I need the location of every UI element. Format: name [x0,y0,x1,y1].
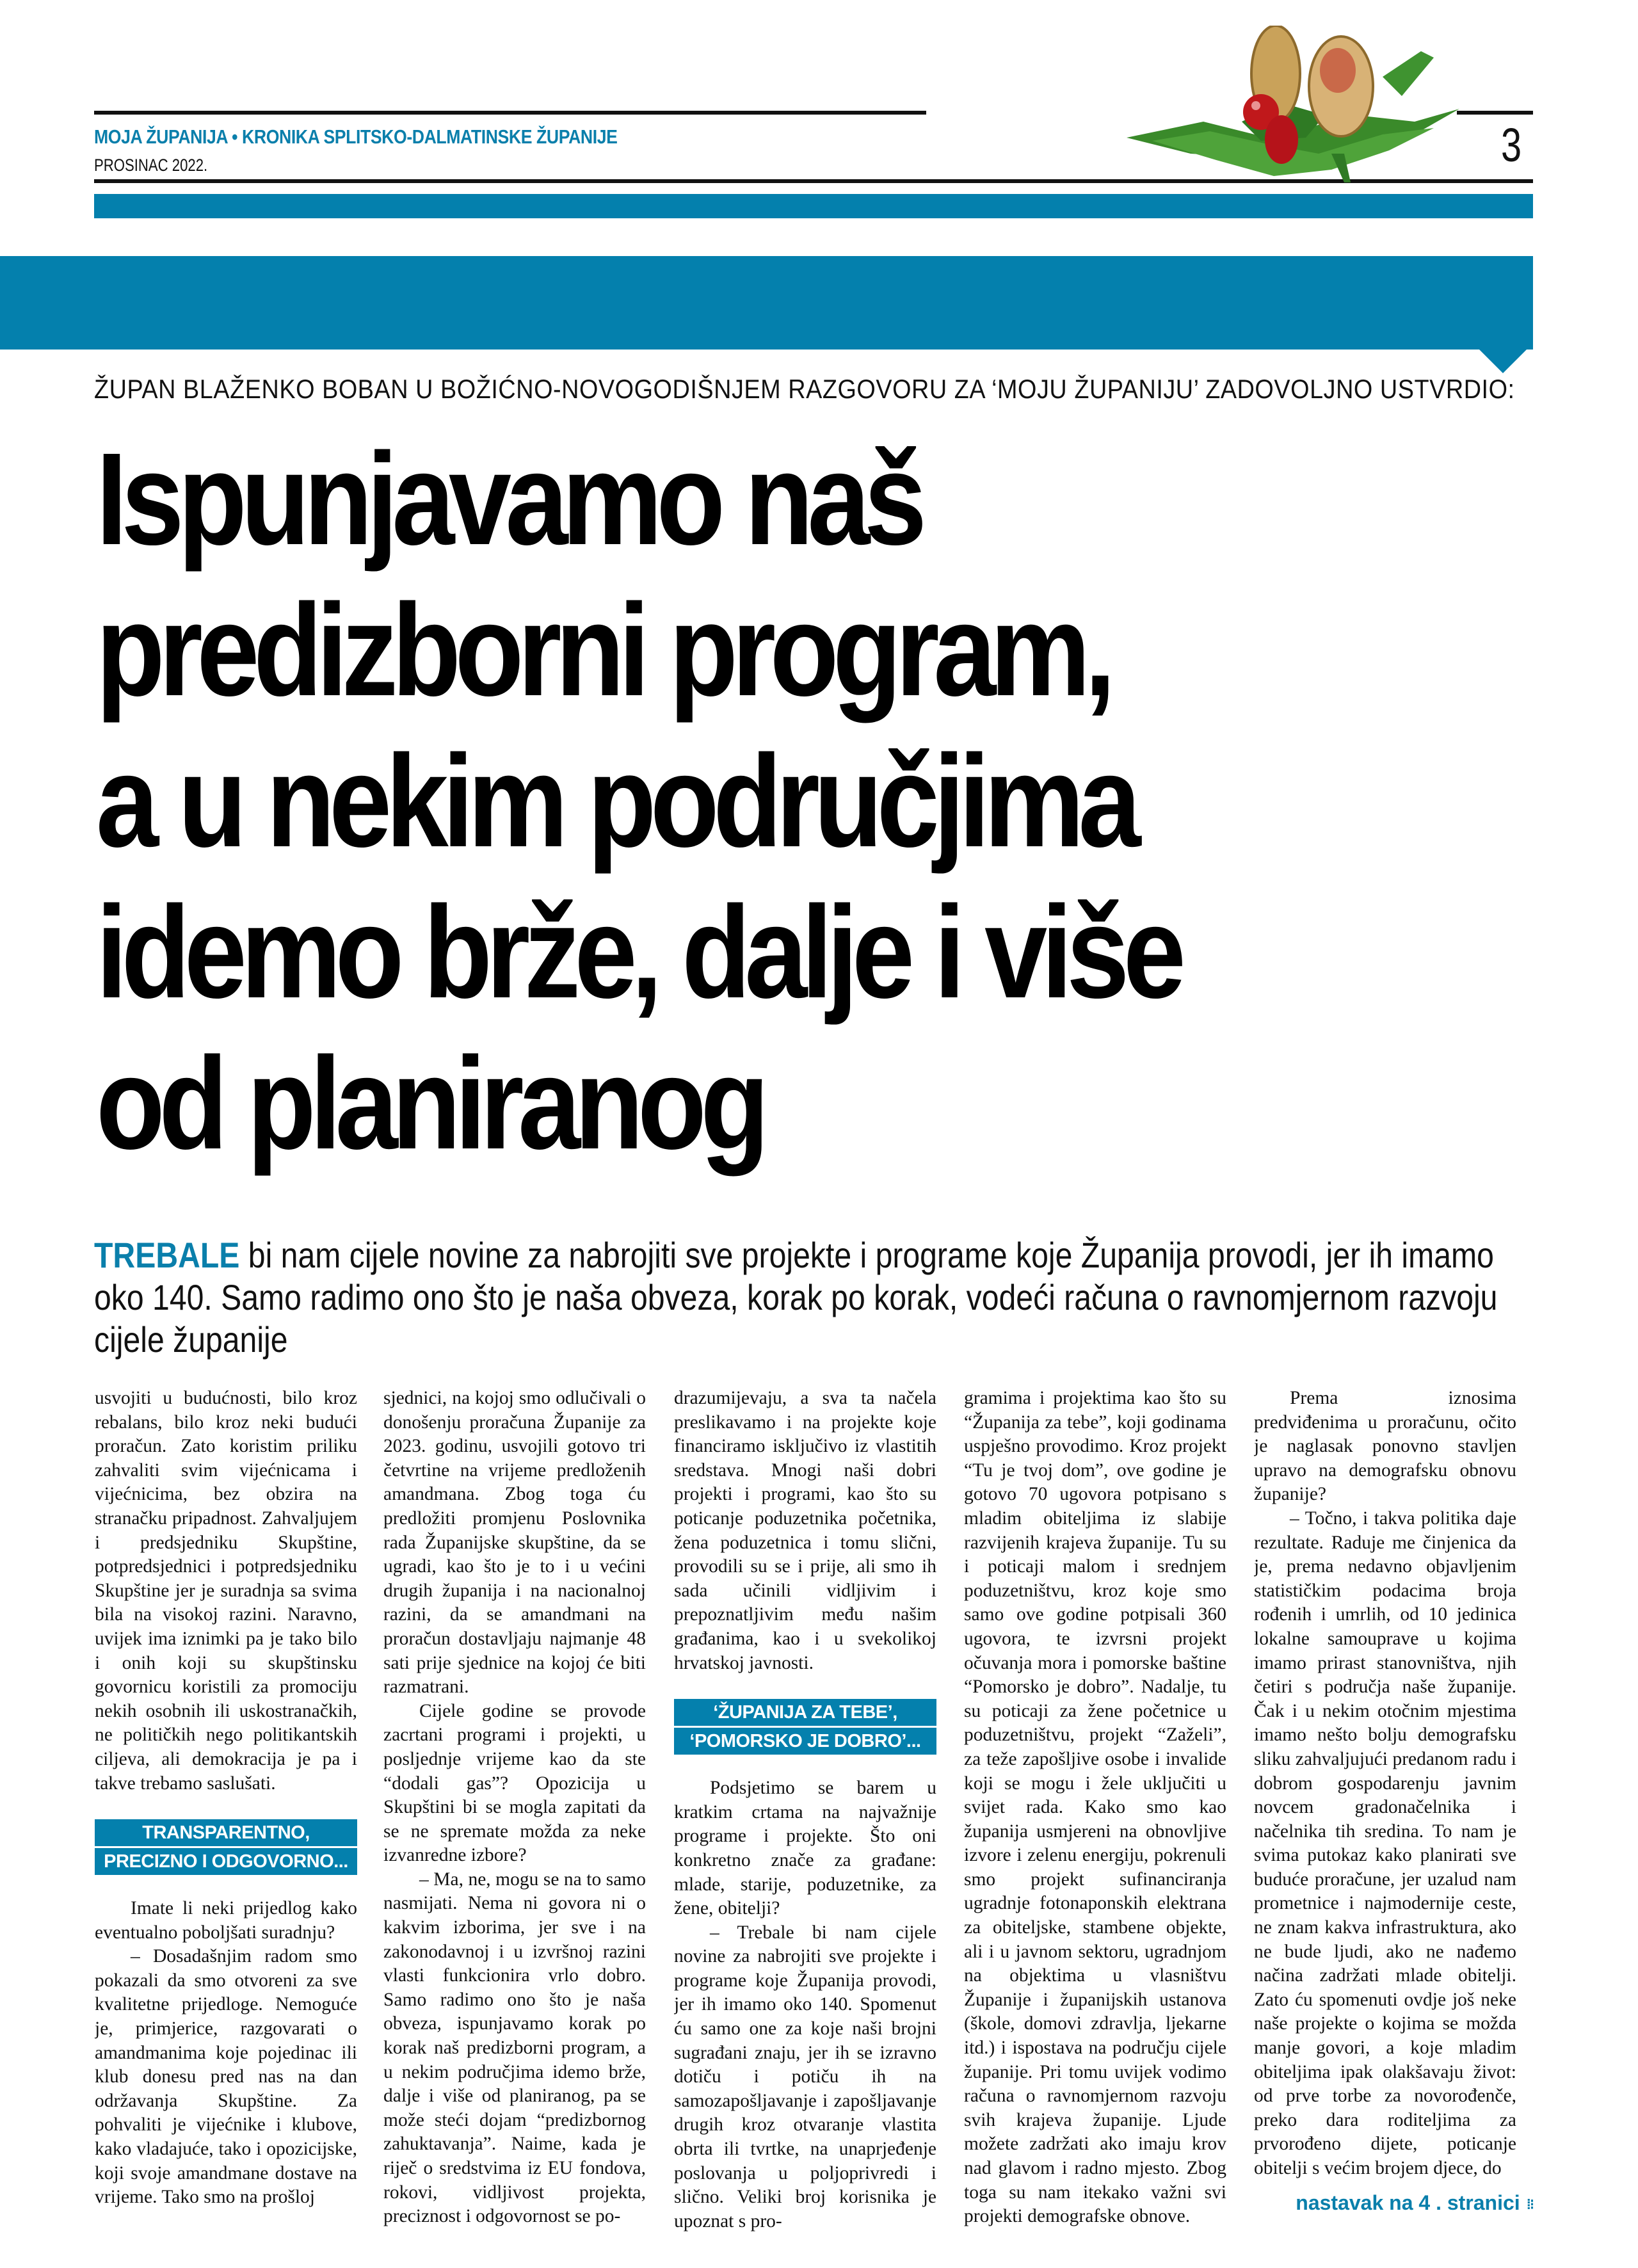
headline-line: idemo brže, dalje i više [96,879,1180,1025]
continued-on-page-link[interactable] [1255,2189,1533,2217]
christmas-ornament-icon [1114,26,1472,186]
body-paragraph: Prema iznosima predviđenima u proračunu, očito je naglasak ponovno stavljen upravo na demografsku obnovu županije? [1254,1388,1516,1505]
subheading-line: ‘POMORSKO JE DOBRO’... [674,1728,936,1755]
issue-date: PROSINAC 2022. [94,156,208,175]
page-number: 3 [1501,118,1522,172]
article-column [964,1387,1226,2244]
article-column [674,1387,936,2244]
body-paragraph: Cijele godine se provode zacrtani programi i projekti, u posljednje vrijeme kao da ste “dodali gas”? Opozicija u Skupštini bi se mogla zapitati da se ne spremate možda za neke izvanredne izbore? [383,1700,646,1866]
body-paragraph: – Trebale bi nam cijele novine za nabrojiti sve projekte i programe koje Županija provodi, jer ih imamo oko 140. Spomenut ću samo one za koje naši brojni sugrađani znaju, jer ih se izravno dotiču i potiču ih na samozapošljavanje i zapošljavanje drugih kroz otvaranje vlastita obrta ili tvrtke, na unaprjeđenje poslovanja u poljoprivredi i slično. Veliki broj korisnika je upoznat s pro- [674,1922,936,2232]
body-paragraph: – Ma, ne, mogu se na to samo nasmijati. Nema ni govora ni o kakvim izborima, jer sve i na zakonodavnoj i u izvršnoj razini vlasti funkcionira vrlo dobro. Samo radimo ono što je naša obveza, ispunjavamo korak po korak naš predizborni program, a u nekim područjima idemo brže, dalje i više od planiranog, pa se može steći dojam “predizbornog zahuktavanja”. Naime, kada je riječ o sredstvima iz EU fondova, rokovi, vidljivost projekta, preciznost i odgovornost se po- [383,1869,646,2227]
article-column [1254,1387,1516,2181]
body-paragraph: – Točno, i takva politika daje rezultate. Raduje me činjenica da je, prema nedavno objavljenim statističkim podacima broja rođenih i umrlih, od 10 jedinica lokalne samouprave u kojima imamo prirast stanovništva, njih četiri s područja naše županije. Čak i u nekim otočnim mjestima imamo nešto bolju demografsku sliku zahvaljujući predanom radu i dobrom gospodarenju javnim novcem gradonačelnika i načelnika tih sredina. To nam je svima putokaz kako planirati sve buduće proračune, jer uzalud nam prometnice i najmodernije ceste, ne znam kakva infrastruktura, ako ne bude ljudi, ako ne nađemo načina zadržati mlade obitelji. Zato ću spomenuti ovdje još neke naše projekte o kojima se možda manje govori, a koje mladim obiteljima ipak olakšavaju život: od prve torbe za novorođenče, preko dara roditeljima za prvorođeno dijete, poticanje obitelji s većim brojem djece, do [1254,1508,1516,2178]
body-paragraph: Imate li neki prijedlog kako eventualno poboljšati suradnju? [95,1898,357,1943]
headline-line: Ispunjavamo naš [96,426,921,572]
continue-arrow-icon: ⁞⁝ [1526,2196,1533,2212]
red-bauble-bottom [1265,115,1298,164]
masthead-top-rule-left [94,111,926,115]
article-lead [94,1234,1534,1362]
headline-line: od planiranog [96,1030,764,1177]
publication-title: MOJA ŽUPANIJA • KRONIKA SPLITSKO-DALMATINSKE ŽUPANIJE [94,125,618,148]
body-paragraph: Podsjetimo se barem u kratkim crtama na najvažnije programe i projekte. Što oni konkretno znače za građane: mlade, starije, poduzetnike, za žene, obitelji? [674,1778,936,1919]
continued-label: nastavak na 4 . stranici [1296,2191,1520,2214]
band-pointer-triangle [1479,349,1527,373]
header-band [0,256,1533,350]
article-column [95,1387,357,2244]
subheading-line: PRECIZNO I ODGOVORNO... [95,1848,357,1875]
body-paragraph: – Dosadašnjim radom smo pokazali da smo otvoreni za sve kvalitetne prijedloge. Nemoguće je, primjerice, razgovarati o amandmanima koje pojedinac ili klub donesu pred nas na dan održavanja Skupštine. Za pohvaliti je vijećnike i klubove, kako vladajuće, tako i opozicijske, koji svoje amandmane dostave na vrijeme. Tako smo na prošloj [95,1946,357,2208]
lead-kicker: TREBALE [94,1235,240,1275]
subheading-line: TRANSPARENTNO, [95,1819,357,1846]
header-accent-bar [94,194,1533,218]
headline-line: predizborni program, [96,577,1110,723]
body-paragraph: gramima i projektima kao što su “Županija za tebe”, koji godinama uspješno provodimo. Kroz projekt “Tu je tvoj dom”, ove godine je gotovo 70 ugovora potpisano s mladim obiteljima iz slabije razvijenih krajeva županije. Tu su i poticaji malom i srednjem poduzetništvu, kroz koje smo samo ove godine potpisali 360 ugovora, te izvrsni projekt očuvanja mora i pomorske baštine “Pomorsko je dobro”. Nadalje, tu su poticaji za žene početnice u poduzetništvu, projekt “Zaželi”, za teže zapošljive osobe i invalide koji se mogu i žele uključiti u svijet rada. Kako smo kao županija usmjereni na obnovljive izvore i zelenu energiju, pokrenuli smo projekt sufinanciranja ugradnje fotonaponskih elektrana za obiteljske, stambene objekte, ali i u javnom sektoru, ugradnjom na objektima u vlasništvu Županije i županijskih ustanova (škole, domovi zdravlja, ljekarne itd.) i ispostava na području cijele županije. Pri tomu uvijek vodimo računa o ravnomjernom razvoju svih krajeva županije. Ljude možete zadržati ako imaju krov nad glavom i radno mjesto. Zbog toga su nam itekako važni svi projekti demografske obnove. [964,1388,1226,2227]
article-column [383,1387,646,2244]
lead-text: bi nam cijele novine za nabrojiti sve projekte i programe koje Županija provodi, jer ih imamo oko 140. Samo radimo ono što je naša obveza, korak po korak, vodeći računa o ravnomjernom razvoju cijele županije [94,1235,1498,1360]
body-paragraph: drazumijevaju, a sva ta načela preslikavamo i na projekte koje financiramo isključivo iz vlastitih sredstava. Mnogi naši dobri projekti i programi, kao što su poticanje poduzetnika početnika, žena poduzetnica i tomu slični, provodili su se i prije, ali smo ih sada učinili vidljivim i prepoznatljivim među našim građanima, kao i u svekolikoj hrvatskoj javnosti. [674,1388,936,1673]
article-strapline: ŽUPAN BLAŽENKO BOBAN U BOŽIĆNO-NOVOGODIŠNJEM RAZGOVORU ZA ‘MOJU ŽUPANIJU’ ZADOVOLJNO USTVRDIO: [94,374,1515,404]
headline-line: a u nekim područjima [96,728,1136,874]
body-paragraph: sjednici, na kojoj smo odlučivali o donošenju proračuna Županije za 2023. godinu, usvojili gotovo tri četvrtine na vrijeme predloženih amandmana. Zbog toga ću predložiti promjenu Poslovnika rada Županijske skupštine, da se ugradi, kao što je to i u većini drugih županija i na nacionalnoj razini, da se amandmani na proračun dostavljaju najmanje 48 sati prije sjednice na kojoj će biti razmatrani. [383,1388,646,1698]
body-paragraph: usvojiti u budućnosti, bilo kroz rebalans, bilo kroz neki budući proračun. Zato koristim priliku zahvaliti svim vijećnicama i vijećnicima, bez obzira na stranačku pripadnost. Zahvaljujem i predsjedniku Skupštine, potpredsjednici i potpredsjedniku Skupštine jer je suradnja sa svima bila na visokoj razini. Naravno, uvijek ima iznimki pa je tako bilo i onih koji su skupštinsku govornicu koristili za promociju nekih osobnih ili uskostranačkih, ne političkih nego politikantskih ciljeva, ali demokracija je pa i takve trebamo saslušati. [95,1388,357,1794]
subheading-line: ‘ŽUPANIJA ZA TEBE’, [674,1699,936,1726]
section-subheading [95,1819,357,1875]
section-subheading [674,1699,936,1755]
